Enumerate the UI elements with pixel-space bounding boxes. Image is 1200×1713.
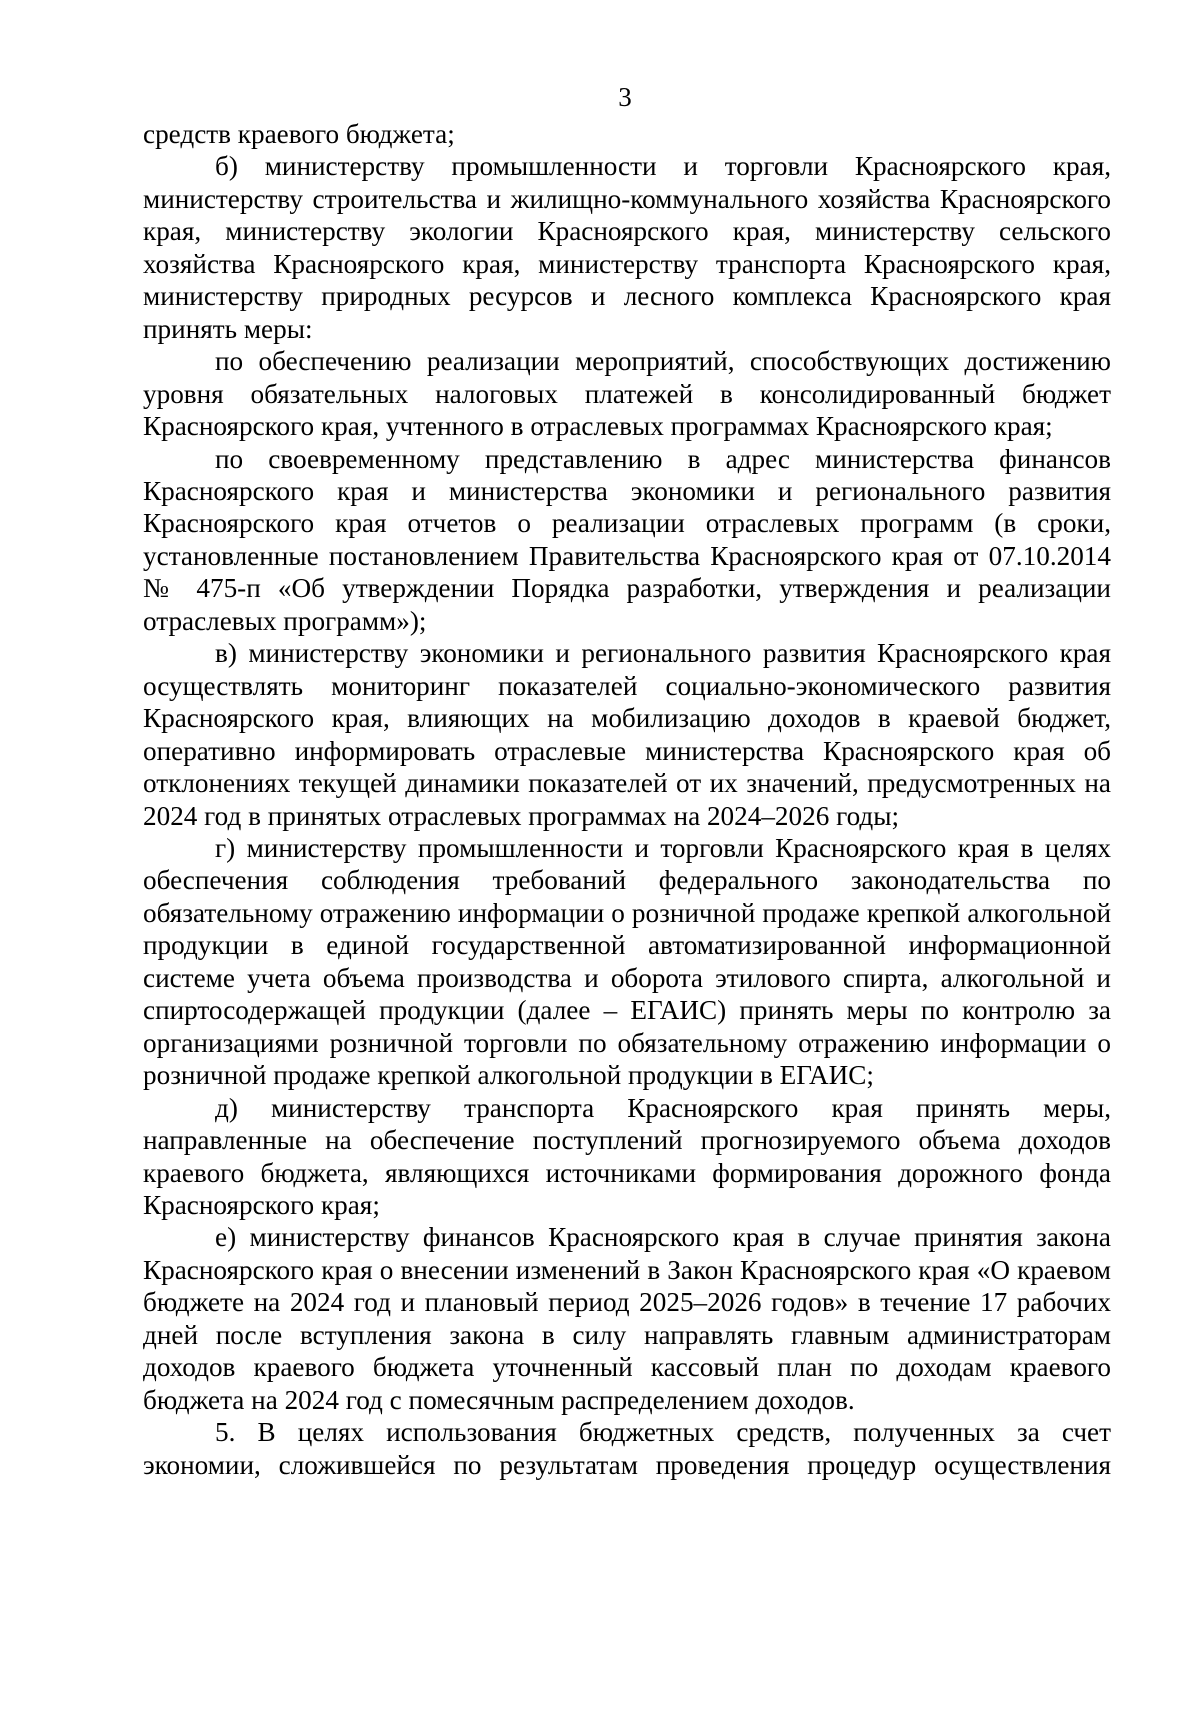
- paragraph-item-d: д) министерству транспорта Красноярского края принять меры, направленные на обеспечение поступлений прогнозируемого объема доходов краевого бюджета, являющихся источниками формирования дорожного фонда Красноярского края;: [143, 1092, 1111, 1220]
- paragraph-item-b: б) министерству промышленности и торговли Красноярского края, министерству строительства и жилищно-коммунального хозяйства Красноярского края, министерству экологии Красноярского края, министерству сельского хозяйства Красноярского края, министерству транспорта Красноярского края, министерству природных ресурсов и лесного комплекса Красноярского края принять меры:: [143, 151, 1111, 344]
- page-number: 3: [618, 82, 632, 112]
- document-body: [143, 118, 1111, 1481]
- paragraph-item-e: е) министерству финансов Красноярского края в случае принятия закона Красноярского края о внесении изменений в Закон Красноярского края «О краевом бюджете на 2024 год и плановый период 2025–2026 годов» в течение 17 рабочих дней после вступления закона в силу направлять главным администраторам доходов краевого бюджета уточненный кассовый план по доходам краевого бюджета на 2024 год с помесячным распределением доходов.: [143, 1222, 1111, 1415]
- paragraph-continuation: средств краевого бюджета;: [143, 119, 455, 149]
- paragraph-item-v: в) министерству экономики и регионального развития Красноярского края осуществлять мониторинг показателей социально-экономического развития Красноярского края, влияющих на мобилизацию доходов в краевой бюджет, оперативно информировать отраслевые министерства Красноярского края об отклонениях текущей динамики показателей от их значений, предусмотренных на 2024 год в принятых отраслевых программах на 2024–2026 годы;: [143, 638, 1111, 831]
- paragraph-item-b-measure-2: по своевременному представлению в адрес министерства финансов Красноярского края и министерства экономики и регионального развития Красноярского края отчетов о реализации отраслевых программ (в сроки, установленные постановлением Правительства Красноярского края от 07.10.2014 № 475-п «Об утверждении Порядка разработки, утверждения и реализации отраслевых программ»);: [143, 443, 1111, 636]
- paragraph-point-5: 5. В целях использования бюджетных средств, полученных за счет экономии, сложившейся по результатам проведения процедур осуществления: [143, 1417, 1111, 1480]
- paragraph-item-b-measure-1: по обеспечению реализации мероприятий, способствующих достижению уровня обязательных налоговых платежей в консолидированный бюджет Красноярского края, учтенного в отраслевых программах Красноярского края;: [143, 346, 1111, 442]
- paragraph-item-g: г) министерству промышленности и торговли Красноярского края в целях обеспечения соблюдения требований федерального законодательства по обязательному отражению информации о розничной продаже крепкой алкогольной продукции в единой государственной автоматизированной информационной системе учета объема производства и оборота этилового спирта, алкогольной и спиртосодержащей продукции (далее – ЕГАИС) принять меры по контролю за организациями розничной торговли по обязательному отражению информации о розничной продаже крепкой алкогольной продукции в ЕГАИС;: [143, 832, 1111, 1091]
